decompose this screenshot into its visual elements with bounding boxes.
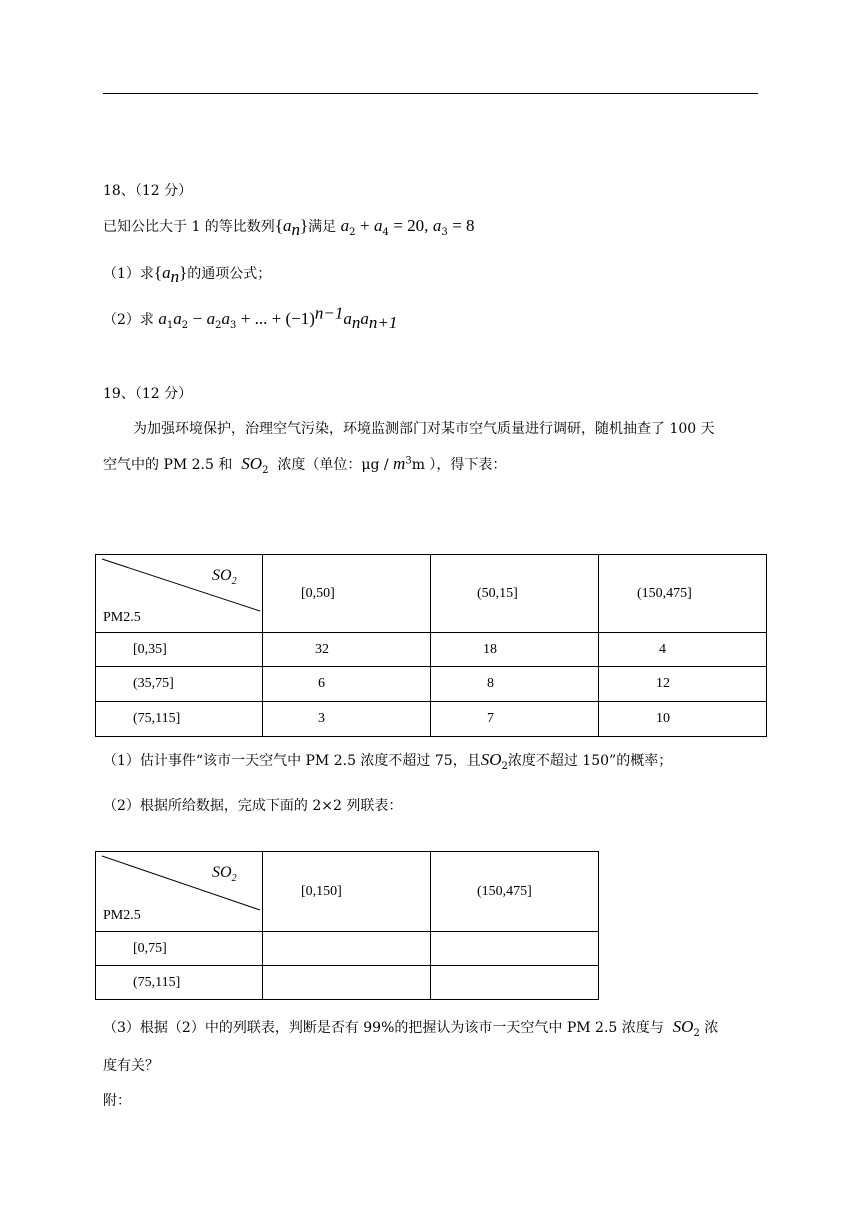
table1-corner-cell <box>96 555 263 633</box>
q19-heading: 19、（12 分） <box>103 386 193 402</box>
table1-cell: 4 <box>599 633 767 667</box>
table1-cell: 8 <box>431 667 599 702</box>
table-row <box>96 932 599 966</box>
table2-cell <box>263 966 431 1000</box>
table-contingency <box>95 851 599 1000</box>
q18-part1: （1）求$\{a_n\}$的通项公式； <box>103 263 272 286</box>
table2-col-header: (150,475] <box>431 852 599 932</box>
q19-part3-line2: 度有关？ <box>103 1058 159 1074</box>
table1-col-header: [0,50] <box>263 555 431 633</box>
q19-intro-line1: 为加强环境保护，治理空气污染，环境监测部门对某市空气质量进行调研，随机抽查了 100 天 <box>133 421 715 437</box>
table-row <box>96 633 767 667</box>
table1-cell: 7 <box>431 702 599 737</box>
table1-row-label: (75,115] <box>96 702 263 737</box>
table-pm25-so2 <box>95 554 767 737</box>
table2-so2-label: $SO_2$ <box>212 864 237 885</box>
table-row <box>96 702 767 737</box>
table1-pm25-label: PM2.5 <box>103 610 141 625</box>
table2-row-label: [0,75] <box>96 932 263 966</box>
table1-cell: 3 <box>263 702 431 737</box>
table1-col-header: (50,15] <box>431 555 599 633</box>
q19-part3-line1: （3）根据（2）中的列联表，判断是否有 99%的把握认为该市一天空气中 PM 2.5 浓度与 $SO_2$ 浓 <box>103 1017 719 1039</box>
q19-intro-line2: 空气中的 PM 2.5 和 $SO_2$ 浓度（单位：μg / $m^3m$ ），得下表： <box>103 454 507 476</box>
table1-cell: 12 <box>599 667 767 702</box>
table2-corner-cell <box>96 852 263 932</box>
table1-cell: 6 <box>263 667 431 702</box>
q18-stem: 已知公比大于 1 的等比数列$\{a_n\}$满足 $a_2 + a_4 = 20$, $a_3 = 8$ <box>103 216 475 239</box>
table1-row-label: [0,35] <box>96 633 263 667</box>
q18-part2: （2）求 $a_1a_2 - a_2a_3$ + ... + $(-1)^{n-1}a_na_{n+1}$ <box>103 303 398 332</box>
table2-cell <box>431 966 599 1000</box>
table2-cell <box>431 932 599 966</box>
table1-row-label: (35,75] <box>96 667 263 702</box>
q18-heading: 18、（12 分） <box>103 183 193 199</box>
table1-cell: 10 <box>599 702 767 737</box>
q19-part1: （1）估计事件“该市一天空气中 PM 2.5 浓度不超过 75，且$SO_2$浓度不超过 150”的概率； <box>103 750 673 772</box>
table2-pm25-label: PM2.5 <box>103 908 141 923</box>
table1-col-header: (150,475] <box>599 555 767 633</box>
table-row <box>96 966 599 1000</box>
table1-cell: 32 <box>263 633 431 667</box>
table1-so2-label: $SO_2$ <box>212 567 237 588</box>
table2-col-header: [0,150] <box>263 852 431 932</box>
table2-row-label: (75,115] <box>96 966 263 1000</box>
table1-cell: 18 <box>431 633 599 667</box>
header-rule <box>103 93 758 94</box>
q19-appendix: 附： <box>103 1093 131 1109</box>
q19-part2: （2）根据所给数据，完成下面的 2×2 列联表： <box>103 798 403 814</box>
table2-cell <box>263 932 431 966</box>
table-row <box>96 667 767 702</box>
